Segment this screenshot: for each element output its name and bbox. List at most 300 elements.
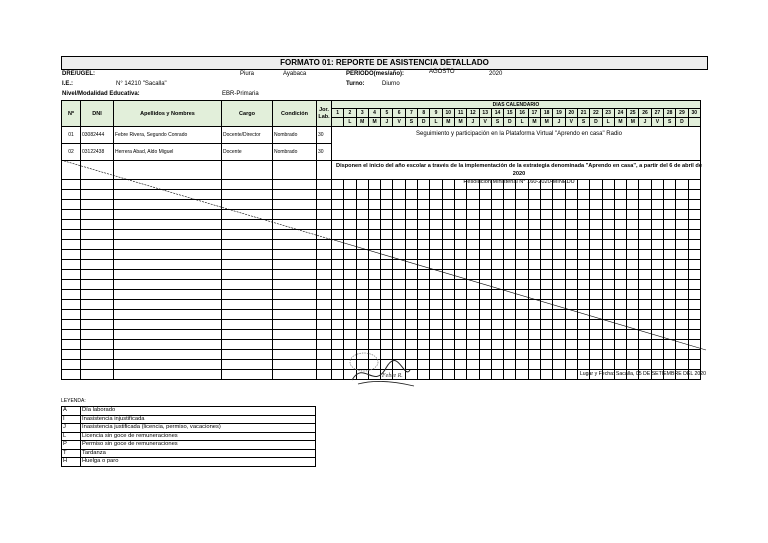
table-cell (381, 230, 393, 240)
table-cell (504, 190, 516, 200)
table-cell (516, 220, 528, 230)
table-cell (114, 230, 222, 240)
table-cell (639, 260, 651, 270)
row-condicion: Nombrado (273, 127, 317, 144)
table-cell (344, 280, 356, 290)
day-number: 30 (688, 109, 700, 118)
table-cell (614, 360, 626, 370)
table-cell (565, 200, 577, 210)
table-cell (114, 210, 222, 220)
table-cell (602, 350, 614, 360)
table-cell (639, 190, 651, 200)
table-cell (664, 270, 676, 280)
table-cell (418, 340, 430, 350)
day-number: 19 (553, 109, 565, 118)
table-cell (577, 250, 589, 260)
table-cell (491, 190, 503, 200)
table-cell (222, 330, 273, 340)
legend-title: LEYENDA: (61, 398, 86, 404)
table-cell (344, 330, 356, 340)
table-cell (332, 210, 344, 220)
table-cell (577, 220, 589, 230)
day-number: 16 (516, 109, 528, 118)
table-cell (479, 300, 491, 310)
table-cell (479, 330, 491, 340)
table-cell (565, 220, 577, 230)
table-cell (676, 260, 688, 270)
table-cell (114, 340, 222, 350)
table-cell (528, 260, 540, 270)
table-cell (222, 190, 273, 200)
table-cell (317, 330, 332, 340)
table-cell (62, 320, 81, 330)
table-cell (454, 280, 466, 290)
table-cell (627, 310, 639, 320)
table-cell (368, 210, 380, 220)
table-cell (430, 260, 442, 270)
table-cell (565, 190, 577, 200)
table-cell (442, 320, 454, 330)
table-cell (602, 240, 614, 250)
table-cell (541, 320, 553, 330)
table-cell (62, 161, 81, 180)
table-cell (504, 240, 516, 250)
table-cell (664, 330, 676, 340)
table-cell (418, 310, 430, 320)
table-cell (62, 370, 81, 380)
table-cell (639, 320, 651, 330)
table-cell (553, 240, 565, 250)
table-cell (405, 330, 417, 340)
table-cell (528, 280, 540, 290)
table-cell (317, 180, 332, 190)
table-cell (565, 210, 577, 220)
table-cell (627, 350, 639, 360)
table-cell (344, 190, 356, 200)
table-cell (467, 360, 479, 370)
day-letter: M (356, 118, 368, 127)
table-cell (442, 210, 454, 220)
day-letter: M (528, 118, 540, 127)
table-cell (676, 230, 688, 240)
table-cell (273, 200, 317, 210)
table-cell (577, 320, 589, 330)
table-cell (81, 340, 114, 350)
table-cell (467, 200, 479, 210)
periodo-year: 2020 (489, 71, 503, 77)
table-cell (504, 310, 516, 320)
table-cell (614, 200, 626, 210)
table-cell (222, 350, 273, 360)
table-cell (405, 340, 417, 350)
dre-label: DRE/UGEL: (62, 71, 95, 77)
table-cell (454, 300, 466, 310)
table-cell (273, 320, 317, 330)
table-cell (405, 270, 417, 280)
table-cell (114, 161, 222, 180)
table-cell (467, 370, 479, 380)
table-cell (491, 360, 503, 370)
table-cell (614, 280, 626, 290)
table-cell (590, 280, 602, 290)
table-row (62, 250, 701, 260)
legend-item (62, 424, 316, 433)
table-cell (676, 190, 688, 200)
table-cell (627, 190, 639, 200)
table-cell (602, 290, 614, 300)
table-cell (676, 290, 688, 300)
table-cell (516, 330, 528, 340)
table-cell (356, 330, 368, 340)
table-cell (577, 350, 589, 360)
table-cell (62, 250, 81, 260)
table-cell (467, 280, 479, 290)
ugel-value: Ayabaca (283, 71, 307, 77)
table-cell (356, 300, 368, 310)
day-letter: S (405, 118, 417, 127)
table-row (62, 200, 701, 210)
table-cell (454, 370, 466, 380)
table-cell (317, 320, 332, 330)
table-cell (676, 300, 688, 310)
table-cell (62, 210, 81, 220)
table-cell (565, 350, 577, 360)
table-cell (430, 210, 442, 220)
table-cell (565, 320, 577, 330)
table-cell (627, 280, 639, 290)
table-cell (454, 260, 466, 270)
table-cell (590, 260, 602, 270)
table-cell (528, 200, 540, 210)
table-cell (541, 260, 553, 270)
table-cell (664, 200, 676, 210)
table-cell (405, 300, 417, 310)
table-cell (418, 330, 430, 340)
day-letter (332, 118, 344, 127)
table-cell (664, 350, 676, 360)
table-cell (442, 270, 454, 280)
table-row (62, 310, 701, 320)
table-cell (405, 310, 417, 320)
table-cell (651, 250, 663, 260)
table-cell (317, 290, 332, 300)
table-cell (368, 220, 380, 230)
signature-text: Febre R. (382, 373, 403, 379)
table-cell (688, 340, 700, 350)
day-number: 20 (565, 109, 577, 118)
table-cell (467, 310, 479, 320)
table-cell (81, 300, 114, 310)
table-cell (273, 370, 317, 380)
table-cell (565, 310, 577, 320)
table-cell (553, 300, 565, 310)
table-cell (602, 190, 614, 200)
day-number: 18 (541, 109, 553, 118)
table-cell (273, 360, 317, 370)
table-cell (467, 190, 479, 200)
table-cell (356, 250, 368, 260)
table-cell (273, 210, 317, 220)
table-cell (504, 200, 516, 210)
table-cell (516, 280, 528, 290)
table-cell (222, 161, 273, 180)
table-cell (114, 320, 222, 330)
table-cell (273, 240, 317, 250)
table-cell (602, 340, 614, 350)
table-cell (467, 340, 479, 350)
table-cell (430, 340, 442, 350)
table-cell (368, 260, 380, 270)
table-cell (114, 300, 222, 310)
table-row (62, 210, 701, 220)
table-cell (430, 320, 442, 330)
table-cell (356, 190, 368, 200)
table-cell (676, 250, 688, 260)
legend-code: H (62, 458, 81, 467)
table-cell (504, 260, 516, 270)
table-cell (664, 360, 676, 370)
table-cell (590, 360, 602, 370)
table-cell (273, 220, 317, 230)
table-cell (614, 230, 626, 240)
signature-underline (358, 381, 414, 386)
table-cell (430, 270, 442, 280)
legend-item (62, 415, 316, 424)
table-cell (467, 320, 479, 330)
table-cell (114, 350, 222, 360)
table-cell (479, 240, 491, 250)
table-cell (528, 210, 540, 220)
header-row (62, 101, 701, 109)
table-cell (541, 310, 553, 320)
table-cell (62, 270, 81, 280)
table-cell (393, 240, 405, 250)
table-cell (381, 280, 393, 290)
table-cell (676, 320, 688, 330)
day-number: 3 (356, 109, 368, 118)
day-letter: L (602, 118, 614, 127)
table-cell (491, 330, 503, 340)
table-cell (405, 320, 417, 330)
day-number: 1 (332, 109, 344, 118)
table-cell (332, 330, 344, 340)
table-cell (688, 230, 700, 240)
table-cell (442, 340, 454, 350)
table-cell (467, 250, 479, 260)
table-cell (442, 290, 454, 300)
table-cell (577, 240, 589, 250)
table-cell (430, 300, 442, 310)
table-cell (454, 270, 466, 280)
attendance-table (61, 100, 701, 380)
day-number: 29 (676, 109, 688, 118)
table-cell (381, 190, 393, 200)
table-cell (639, 280, 651, 290)
table-cell (528, 340, 540, 350)
table-cell (553, 350, 565, 360)
table-cell (491, 310, 503, 320)
table-cell (676, 330, 688, 340)
table-cell (368, 190, 380, 200)
table-cell (602, 300, 614, 310)
table-cell (273, 260, 317, 270)
table-cell (393, 250, 405, 260)
table-cell (577, 190, 589, 200)
table-cell (81, 180, 114, 190)
table-cell (541, 370, 553, 380)
table-cell (467, 240, 479, 250)
table-cell (81, 360, 114, 370)
table-cell (516, 200, 528, 210)
legend-desc: Huelga o paro (81, 458, 316, 467)
row-dni: 03082444 (81, 127, 114, 144)
table-cell (602, 270, 614, 280)
table-cell (565, 340, 577, 350)
table-cell (479, 230, 491, 240)
table-cell (516, 190, 528, 200)
table-cell (317, 200, 332, 210)
table-cell (590, 330, 602, 340)
table-cell (528, 300, 540, 310)
dias-calendario-header: DIAS CALENDARIO (332, 101, 701, 109)
table-cell (614, 330, 626, 340)
table-cell (688, 310, 700, 320)
table-cell (614, 290, 626, 300)
table-cell (664, 290, 676, 300)
col-no-header: Nº (62, 101, 81, 127)
table-cell (430, 330, 442, 340)
table-cell (381, 320, 393, 330)
table-cell (81, 330, 114, 340)
table-cell (627, 330, 639, 340)
table-cell (676, 360, 688, 370)
table-cell (273, 290, 317, 300)
legend-desc: Licencia sin goce de remuneraciones (81, 432, 316, 441)
table-cell (344, 310, 356, 320)
table-row (62, 260, 701, 270)
day-number: 22 (590, 109, 602, 118)
table-cell (454, 240, 466, 250)
table-cell (356, 310, 368, 320)
table-cell (418, 290, 430, 300)
table-cell (565, 280, 577, 290)
table-cell (639, 310, 651, 320)
table-cell (405, 290, 417, 300)
table-cell (454, 290, 466, 300)
table-cell (368, 250, 380, 260)
table-cell (491, 250, 503, 260)
table-cell (491, 370, 503, 380)
table-cell (688, 240, 700, 250)
table-cell (614, 260, 626, 270)
day-letter: M (541, 118, 553, 127)
table-cell (553, 290, 565, 300)
table-cell (479, 290, 491, 300)
table-cell (491, 320, 503, 330)
table-cell (541, 300, 553, 310)
table-cell (528, 310, 540, 320)
table-cell (627, 220, 639, 230)
table-cell (393, 330, 405, 340)
table-cell (479, 210, 491, 220)
day-letter: J (381, 118, 393, 127)
table-cell (602, 330, 614, 340)
day-letter: D (676, 118, 688, 127)
day-letter: M (368, 118, 380, 127)
table-cell (676, 340, 688, 350)
table-cell (565, 290, 577, 300)
table-cell (528, 190, 540, 200)
table-cell (627, 320, 639, 330)
day-number: 8 (418, 109, 430, 118)
table-cell (114, 220, 222, 230)
table-cell (504, 370, 516, 380)
table-cell (273, 161, 317, 180)
table-cell (222, 280, 273, 290)
table-cell (590, 290, 602, 300)
table-cell (639, 330, 651, 340)
table-cell (467, 230, 479, 240)
table-cell (491, 220, 503, 230)
table-cell (368, 320, 380, 330)
table-cell (516, 250, 528, 260)
table-cell (418, 230, 430, 240)
day-letter (688, 118, 700, 127)
row-no: 02 (62, 144, 81, 161)
table-cell (639, 340, 651, 350)
table-cell (114, 310, 222, 320)
turno-value: Diurno (382, 81, 400, 87)
table-cell (393, 220, 405, 230)
table-cell (479, 350, 491, 360)
table-cell (430, 360, 442, 370)
table-cell (651, 280, 663, 290)
legend-desc: Permiso sin goce de remuneraciones (81, 441, 316, 450)
dispone-note (334, 162, 704, 186)
resolucion-text: Resolución Ministerial N° 160-2020-MINEDU (463, 179, 575, 185)
table-cell (317, 360, 332, 370)
legend-table (61, 406, 316, 467)
table-cell (602, 210, 614, 220)
table-cell (651, 330, 663, 340)
table-cell (664, 240, 676, 250)
table-cell (590, 190, 602, 200)
table-cell (81, 161, 114, 180)
table-cell (651, 210, 663, 220)
table-cell (317, 370, 332, 380)
col-condicion-header: Condición (273, 101, 317, 127)
table-cell (454, 250, 466, 260)
table-cell (528, 270, 540, 280)
table-cell (664, 340, 676, 350)
table-cell (577, 270, 589, 280)
table-cell (688, 200, 700, 210)
day-number: 27 (651, 109, 663, 118)
table-cell (62, 220, 81, 230)
table-cell (602, 220, 614, 230)
table-cell (317, 250, 332, 260)
table-cell (418, 350, 430, 360)
table-cell (442, 350, 454, 360)
table-cell (454, 310, 466, 320)
table-cell (467, 290, 479, 300)
table-cell (664, 220, 676, 230)
table-cell (114, 280, 222, 290)
table-cell (627, 240, 639, 250)
table-cell (381, 330, 393, 340)
table-cell (664, 320, 676, 330)
day-letter: L (516, 118, 528, 127)
